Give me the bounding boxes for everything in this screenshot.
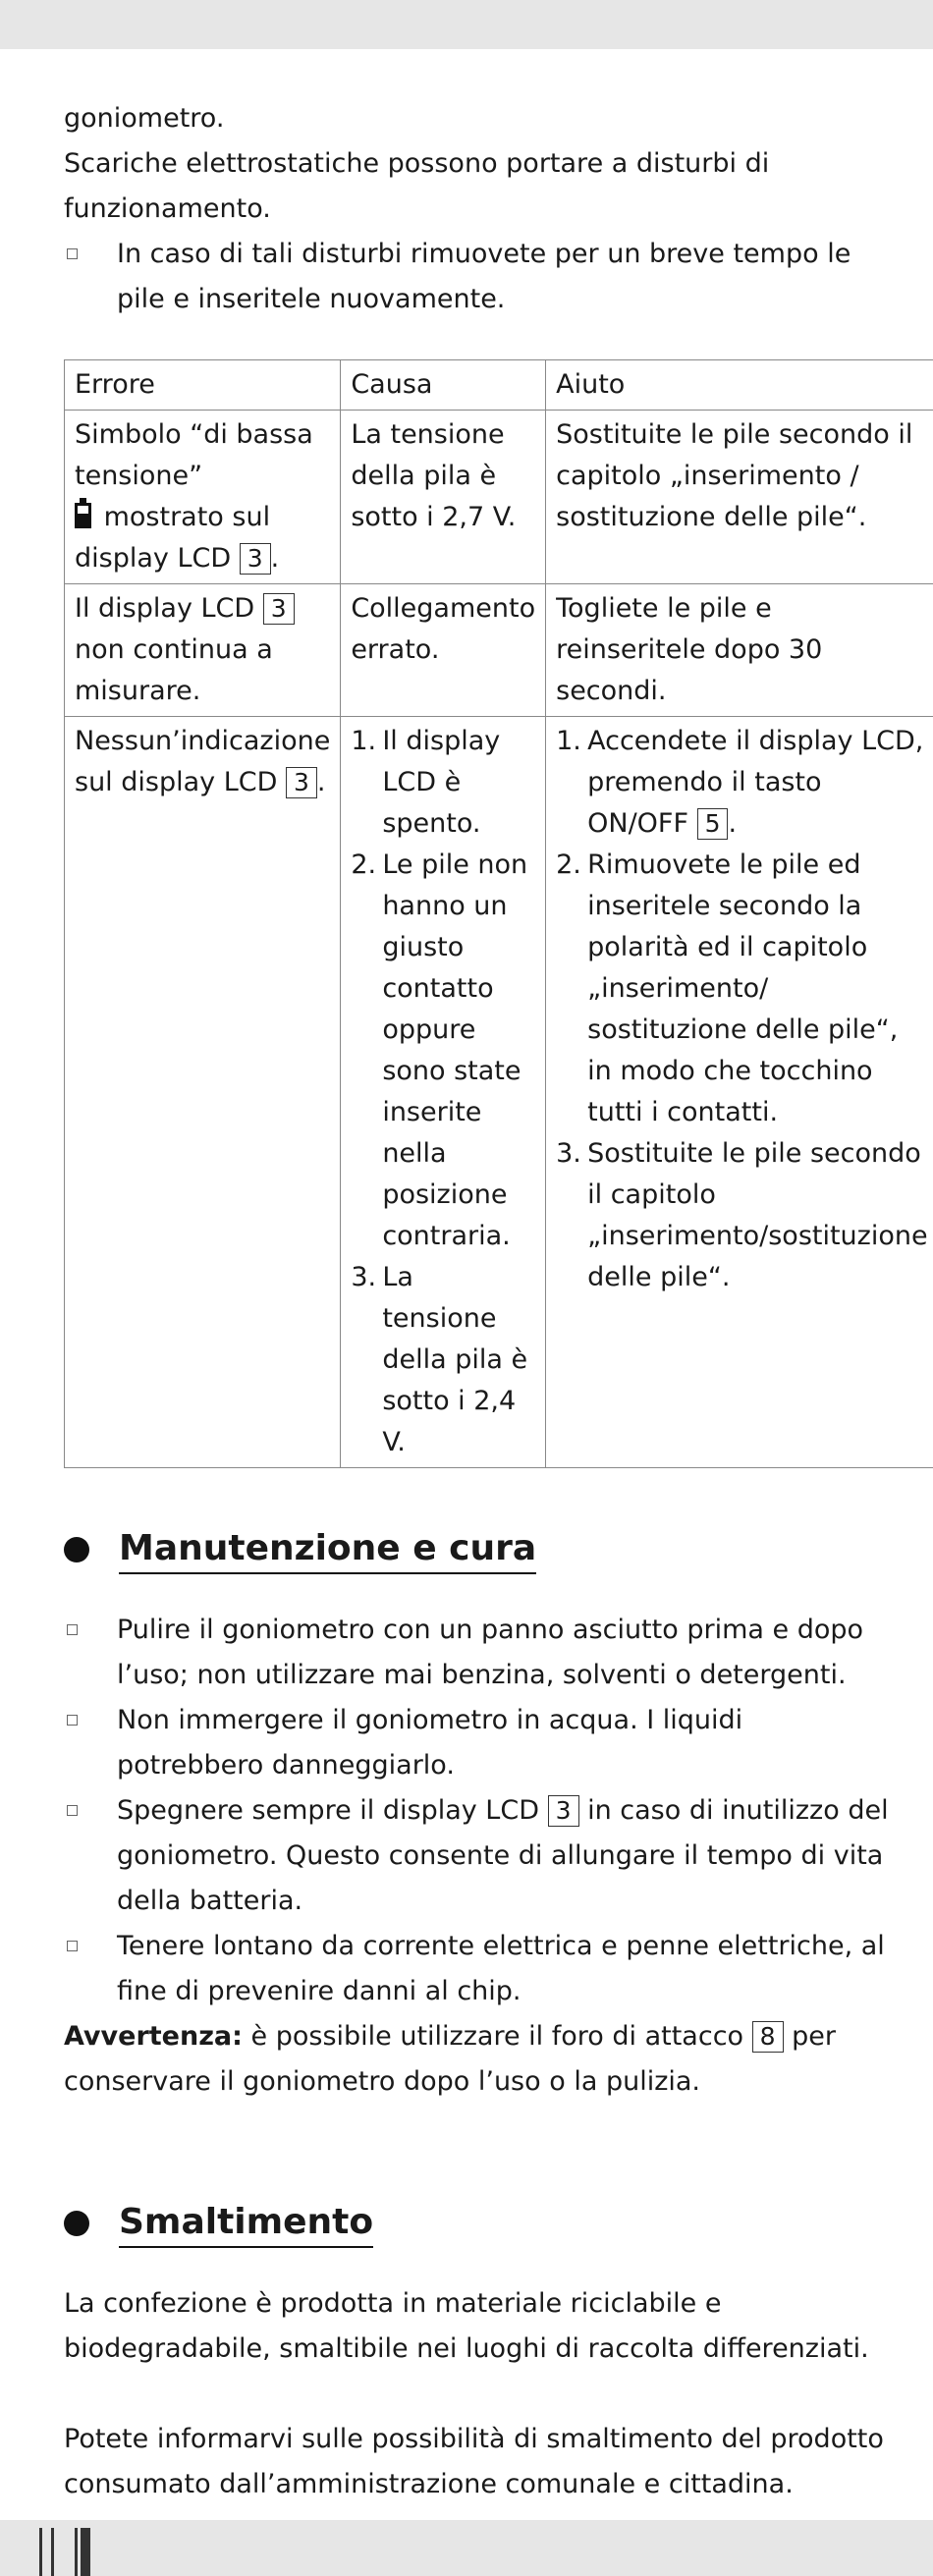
row1-error: [65, 411, 341, 584]
row3-help: [546, 717, 933, 1468]
warning-text-a: è possibile utilizzare il foro di attacco: [250, 2021, 744, 2052]
cause-list: [351, 721, 535, 1463]
ref-attachment-hole: 8: [752, 2021, 784, 2053]
bottom-band: [0, 2520, 933, 2576]
maintenance-item: [64, 1698, 889, 1788]
disposal-heading: [64, 2201, 889, 2246]
row2-cause: Collegamento errato.: [341, 584, 546, 717]
row2-error: [65, 584, 341, 717]
row2-error-text-a: Il display LCD: [75, 593, 255, 624]
ref-on-off: 5: [697, 808, 729, 840]
top-band: [0, 0, 933, 49]
ref-lcd: 3: [286, 767, 317, 798]
list-number: 3.: [351, 1262, 377, 1292]
row1-error-end: .: [270, 543, 280, 574]
bullet-dot-icon: [64, 2211, 89, 2236]
troubleshooting-table: [64, 359, 933, 1468]
row3-error-end: .: [316, 767, 326, 797]
cause-text: Il display LCD è spento.: [382, 726, 501, 839]
row2-help: Togliete le pile e reinseritele dopo 30 secondi.: [546, 584, 933, 717]
print-marks-icon: [37, 2528, 96, 2576]
cause-text: La tensione della pila è sotto i 2,4 V.: [382, 1262, 528, 1457]
square-bullet-icon: [67, 1805, 78, 1816]
bullet-dot-icon: [64, 1537, 89, 1562]
list-item: [351, 1257, 535, 1463]
list-number: 2.: [351, 850, 377, 880]
row1-error-text-a: Simbolo “di bassa tensione”: [75, 419, 313, 491]
ref-lcd: 3: [240, 543, 271, 575]
ref-lcd: 3: [548, 1795, 579, 1827]
list-item: [556, 721, 927, 845]
help-text: Sostituite le pile secondo il capitolo „inserimento/sostituzione delle pile“.: [587, 1138, 928, 1292]
maintenance-heading: [64, 1527, 889, 1572]
row1-cause: La tensione della pila è sotto i 2,7 V.: [341, 411, 546, 584]
list-item: [556, 1133, 927, 1298]
list-item: [556, 845, 927, 1133]
maintenance-item-text: Pulire il goniometro con un panno asciutto prima e dopo l’uso; non utilizzare mai benzina, solventi o detergenti.: [117, 1615, 864, 1690]
list-number: 1.: [556, 726, 581, 756]
square-bullet-icon: [67, 1941, 78, 1951]
list-number: 2.: [556, 850, 581, 880]
disposal-paragraph-1: La confezione è prodotta in materiale riciclabile e biodegradabile, smaltibile nei luoghi di raccolta differenziati.: [64, 2288, 869, 2364]
row3-error-text: Nessun’indicazione sul display LCD: [75, 726, 331, 797]
ref-lcd: 3: [263, 593, 295, 625]
table-header-row: [65, 360, 933, 411]
maintenance-item: [64, 1924, 889, 2014]
table-row: [65, 717, 933, 1468]
list-number: 3.: [556, 1138, 581, 1169]
help-text: Accendete il display LCD, premendo il tasto ON/OFF: [587, 726, 924, 839]
row3-cause: [341, 717, 546, 1468]
manual-page: [64, 96, 928, 2507]
warning-text-b: per conservare il goniometro dopo l’uso o la pulizia.: [64, 2021, 837, 2097]
list-item: [351, 845, 535, 1257]
square-bullet-icon: [67, 1624, 78, 1635]
square-bullet-icon: [67, 1715, 78, 1726]
intro-line-1: goniometro.: [64, 103, 225, 134]
list-item: [351, 721, 535, 845]
table-row: [65, 584, 933, 717]
intro-line-2: Scariche elettrostatiche possono portare a disturbi di funzionamento.: [64, 148, 770, 224]
maintenance-item-text: Non immergere il goniometro in acqua. I liquidi potrebbero danneggiarlo.: [117, 1705, 743, 1781]
help-list: [556, 721, 927, 1298]
row3-error: [65, 717, 341, 1468]
warning-label: Avvertenza:: [64, 2021, 243, 2052]
cause-text: Le pile non hanno un giusto contatto oppure sono state inserite nella posizione contraria.: [382, 850, 528, 1251]
table-row: [65, 411, 933, 584]
square-bullet-icon: [67, 248, 78, 259]
maintenance-title: Manutenzione e cura: [119, 1527, 536, 1574]
header-cause: Causa: [341, 360, 546, 411]
header-error: Errore: [65, 360, 341, 411]
disposal-title: Smaltimento: [119, 2201, 373, 2248]
help-text: Rimuovete le pile ed inseritele secondo la polarità ed il capitolo „inserimento/ sostituzione delle pile“, in modo che tocchino tutti i contatti.: [587, 850, 899, 1127]
help-end: .: [728, 808, 738, 839]
warning-paragraph: [64, 2014, 889, 2105]
header-help: Aiuto: [546, 360, 933, 411]
row1-help: Sostituite le pile secondo il capitolo „inserimento / sostituzione delle pile“.: [546, 411, 933, 584]
row2-error-text-b: non continua a misurare.: [75, 634, 273, 706]
disposal-paragraph-2: Potete informarvi sulle possibilità di smaltimento del prodotto consumato dall’amministrazione comunale e cittadina.: [64, 2424, 884, 2499]
maintenance-item-text: Spegnere sempre il display LCD: [117, 1795, 539, 1826]
battery-low-icon: [75, 503, 91, 528]
intro-bullet: [64, 232, 889, 322]
maintenance-item-text: in caso di inutilizzo del goniometro. Questo consente di allungare il tempo di vita della batteria.: [117, 1795, 889, 1916]
row1-error-text-b: mostrato sul display LCD: [75, 502, 271, 574]
intro-bullet-text: In caso di tali disturbi rimuovete per un breve tempo le pile e inseritele nuovamente.: [117, 239, 851, 314]
maintenance-item-text: Tenere lontano da corrente elettrica e penne elettriche, al fine di prevenire danni al chip.: [117, 1931, 885, 2006]
maintenance-item: [64, 1788, 889, 1924]
maintenance-item: [64, 1608, 889, 1698]
list-number: 1.: [351, 726, 377, 756]
